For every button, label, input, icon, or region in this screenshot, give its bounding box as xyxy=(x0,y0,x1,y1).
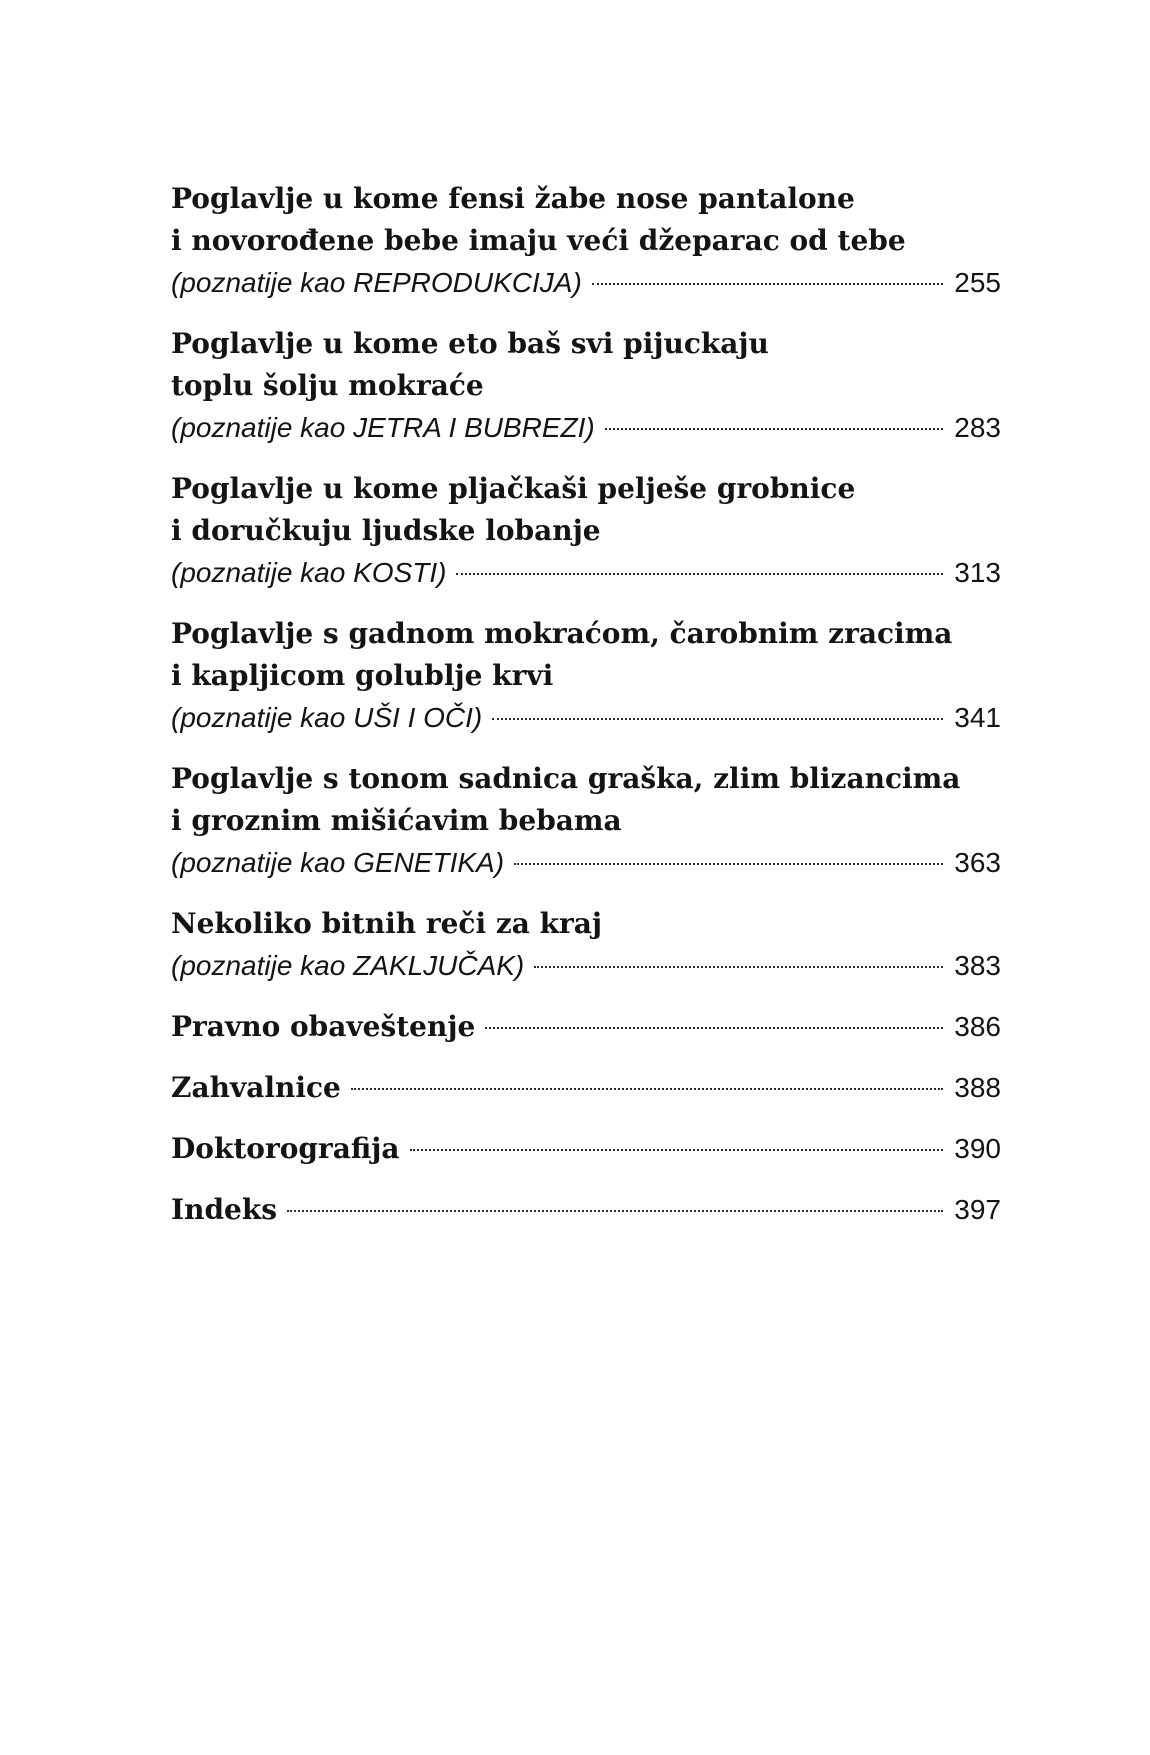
toc-entry-index[interactable] xyxy=(171,1189,1001,1231)
toc-entry-reproduction[interactable] xyxy=(171,178,1001,304)
toc-entry-genetics[interactable] xyxy=(171,758,1001,884)
chapter-subtitle: (poznatije kao JETRA I BUBREZI) xyxy=(171,412,595,443)
chapter-title-line: i doručkuju ljudske lobanje xyxy=(171,514,601,547)
page-number: 283 xyxy=(954,412,1001,443)
dot-leader xyxy=(492,718,943,720)
dot-leader xyxy=(514,863,943,865)
page-number: 363 xyxy=(954,847,1001,878)
chapter-subtitle-row xyxy=(171,945,1001,987)
chapter-title-line: toplu šolju mokraće xyxy=(171,369,484,402)
toc-row xyxy=(171,1189,1001,1231)
toc-row xyxy=(171,1067,1001,1109)
chapter-title-line: Poglavlje u kome fensi žabe nose pantalone xyxy=(171,182,855,215)
chapter-title-line: Poglavlje s tonom sadnica graška, zlim blizancima xyxy=(171,762,961,795)
dot-leader xyxy=(410,1149,944,1151)
chapter-subtitle: (poznatije kao ZAKLJUČAK) xyxy=(171,950,525,981)
dot-leader xyxy=(287,1210,943,1212)
chapter-subtitle-row xyxy=(171,262,1001,304)
dot-leader xyxy=(605,428,943,430)
chapter-title-line: Poglavlje u kome eto baš svi pijuckaju xyxy=(171,327,769,360)
toc-entry-legal-notice[interactable] xyxy=(171,1006,1001,1048)
chapter-title-line: i groznim mišićavim bebama xyxy=(171,804,622,837)
toc-entry-doctorography[interactable] xyxy=(171,1128,1001,1170)
toc-row xyxy=(171,1128,1001,1170)
chapter-subtitle: (poznatije kao UŠI I OČI) xyxy=(171,702,483,733)
dot-leader xyxy=(485,1027,943,1029)
dot-leader xyxy=(592,283,943,285)
chapter-subtitle-row xyxy=(171,407,1001,449)
chapter-subtitle: (poznatije kao GENETIKA) xyxy=(171,847,505,878)
page-number: 390 xyxy=(954,1133,1001,1164)
chapter-title-line: Poglavlje s gadnom mokraćom, čarobnim zracima xyxy=(171,617,953,650)
entry-title: Doktorografija xyxy=(171,1132,400,1165)
chapter-subtitle-row xyxy=(171,697,1001,739)
chapter-subtitle: (poznatije kao KOSTI) xyxy=(171,557,447,588)
dot-leader xyxy=(534,966,943,968)
chapter-subtitle: (poznatije kao REPRODUKCIJA) xyxy=(171,267,582,298)
toc-entry-liver-kidneys[interactable] xyxy=(171,323,1001,449)
page-number: 313 xyxy=(954,557,1001,588)
chapter-title-line: i novorođene bebe imaju veći džeparac od tebe xyxy=(171,224,906,257)
chapter-subtitle-row xyxy=(171,552,1001,594)
chapter-subtitle-row xyxy=(171,842,1001,884)
toc-entry-acknowledgements[interactable] xyxy=(171,1067,1001,1109)
toc-entry-ears-eyes[interactable] xyxy=(171,613,1001,739)
chapter-title-line: Nekoliko bitnih reči za kraj xyxy=(171,907,603,940)
page-number: 383 xyxy=(954,950,1001,981)
chapter-title-line: Poglavlje u kome pljačkaši pelješe grobnice xyxy=(171,472,856,505)
entry-title: Pravno obaveštenje xyxy=(171,1010,476,1043)
page-number: 397 xyxy=(954,1194,1001,1225)
page-number: 255 xyxy=(954,267,1001,298)
toc-row xyxy=(171,1006,1001,1048)
toc-entry-conclusion[interactable] xyxy=(171,903,1001,987)
entry-title: Zahvalnice xyxy=(171,1071,341,1104)
page-number: 386 xyxy=(954,1011,1001,1042)
dot-leader xyxy=(351,1088,943,1090)
entry-title: Indeks xyxy=(171,1193,278,1226)
dot-leader xyxy=(456,573,943,575)
chapter-title-line: i kapljicom golublje krvi xyxy=(171,659,554,692)
toc-entry-bones[interactable] xyxy=(171,468,1001,594)
page-number: 388 xyxy=(954,1072,1001,1103)
page-number: 341 xyxy=(954,702,1001,733)
table-of-contents xyxy=(171,178,1001,1250)
